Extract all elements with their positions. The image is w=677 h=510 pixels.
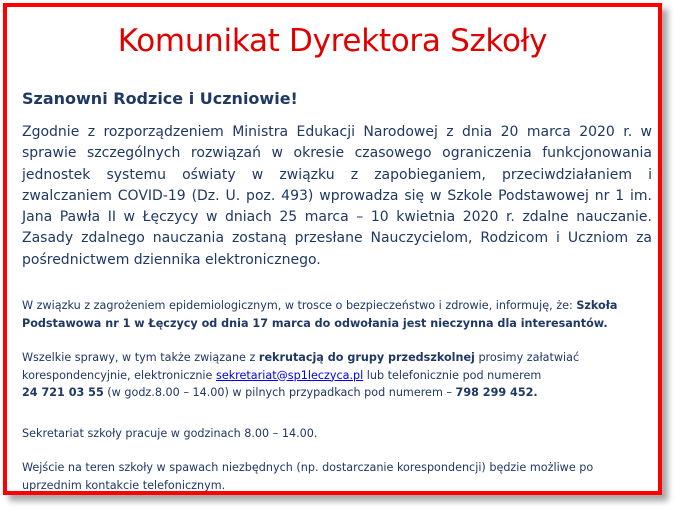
announcement-title: Komunikat Dyrektora Szkoły (117, 23, 548, 59)
recruitment-bold: rekrutacją do grupy przedszkolnej (258, 351, 475, 364)
school-closed-notice: Szkoła Podstawowa nr 1 w Łęczycy od dnia 17 marca do odwołania jest nieczynna dla interesantów. (22, 299, 618, 330)
entry-notice: Wejście na teren szkoły w spawach niezbędnych (np. dostarczanie korespondencji) będzie możliwe po uprzednim kontakcie telefonicznym. (22, 461, 594, 492)
epidemic-notice (22, 297, 652, 332)
epidemic-text: W związku z zagrożeniem epidemiologicznym, w trosce o bezpieczeństwo i zdrowie, informuję, że: (22, 299, 577, 312)
affairs-notice (22, 349, 652, 402)
email-link[interactable]: sekretariat@sp1leczyca.pl (215, 368, 364, 382)
announcement-frame (3, 3, 662, 495)
phone-number-main: 24 721 03 55 (22, 386, 104, 399)
greeting: Szanowni Rodzice i Uczniowie! (22, 89, 298, 108)
affairs-text-1: Wszelkie sprawy, w tym także związane z (22, 351, 259, 364)
main-paragraph: Zgodnie z rozporządzeniem Ministra Edukacji Narodowej z dnia 20 marca 2020 r. w sprawie szczególnych rozwiązań w okresie czasowego ograniczenia funkcjonowania jednostek systemu oświaty w związku z zapobieganiem, przeciwdziałaniem i zwalczaniem COVID-19 (Dz. U. poz. 493) wprowadza się w Szkole Podstawowej nr 1 im. Jana Pawła II w Łęczycy w dniach 25 marca – 10 kwietnia 2020 r. zdalne nauczanie. Zasady zdalnego nauczania zostaną przesłane Nauczycielom, Rodzicom i Uczniom za pośrednictwem dziennika elektronicznego. (22, 124, 652, 268)
office-hours: Sekretariat szkoły pracuje w godzinach 8.00 – 14.00. (22, 427, 318, 440)
affairs-text-4: (w godz.8.00 – 14.00) w pilnych przypadkach pod numerem – (103, 386, 456, 399)
affairs-text-2: prosimy załatwiać korespondencyjnie, elektronicznie (22, 351, 580, 382)
affairs-text-3: lub telefonicznie pod numerem (363, 368, 542, 382)
phone-number-urgent: 798 299 452. (455, 386, 538, 399)
